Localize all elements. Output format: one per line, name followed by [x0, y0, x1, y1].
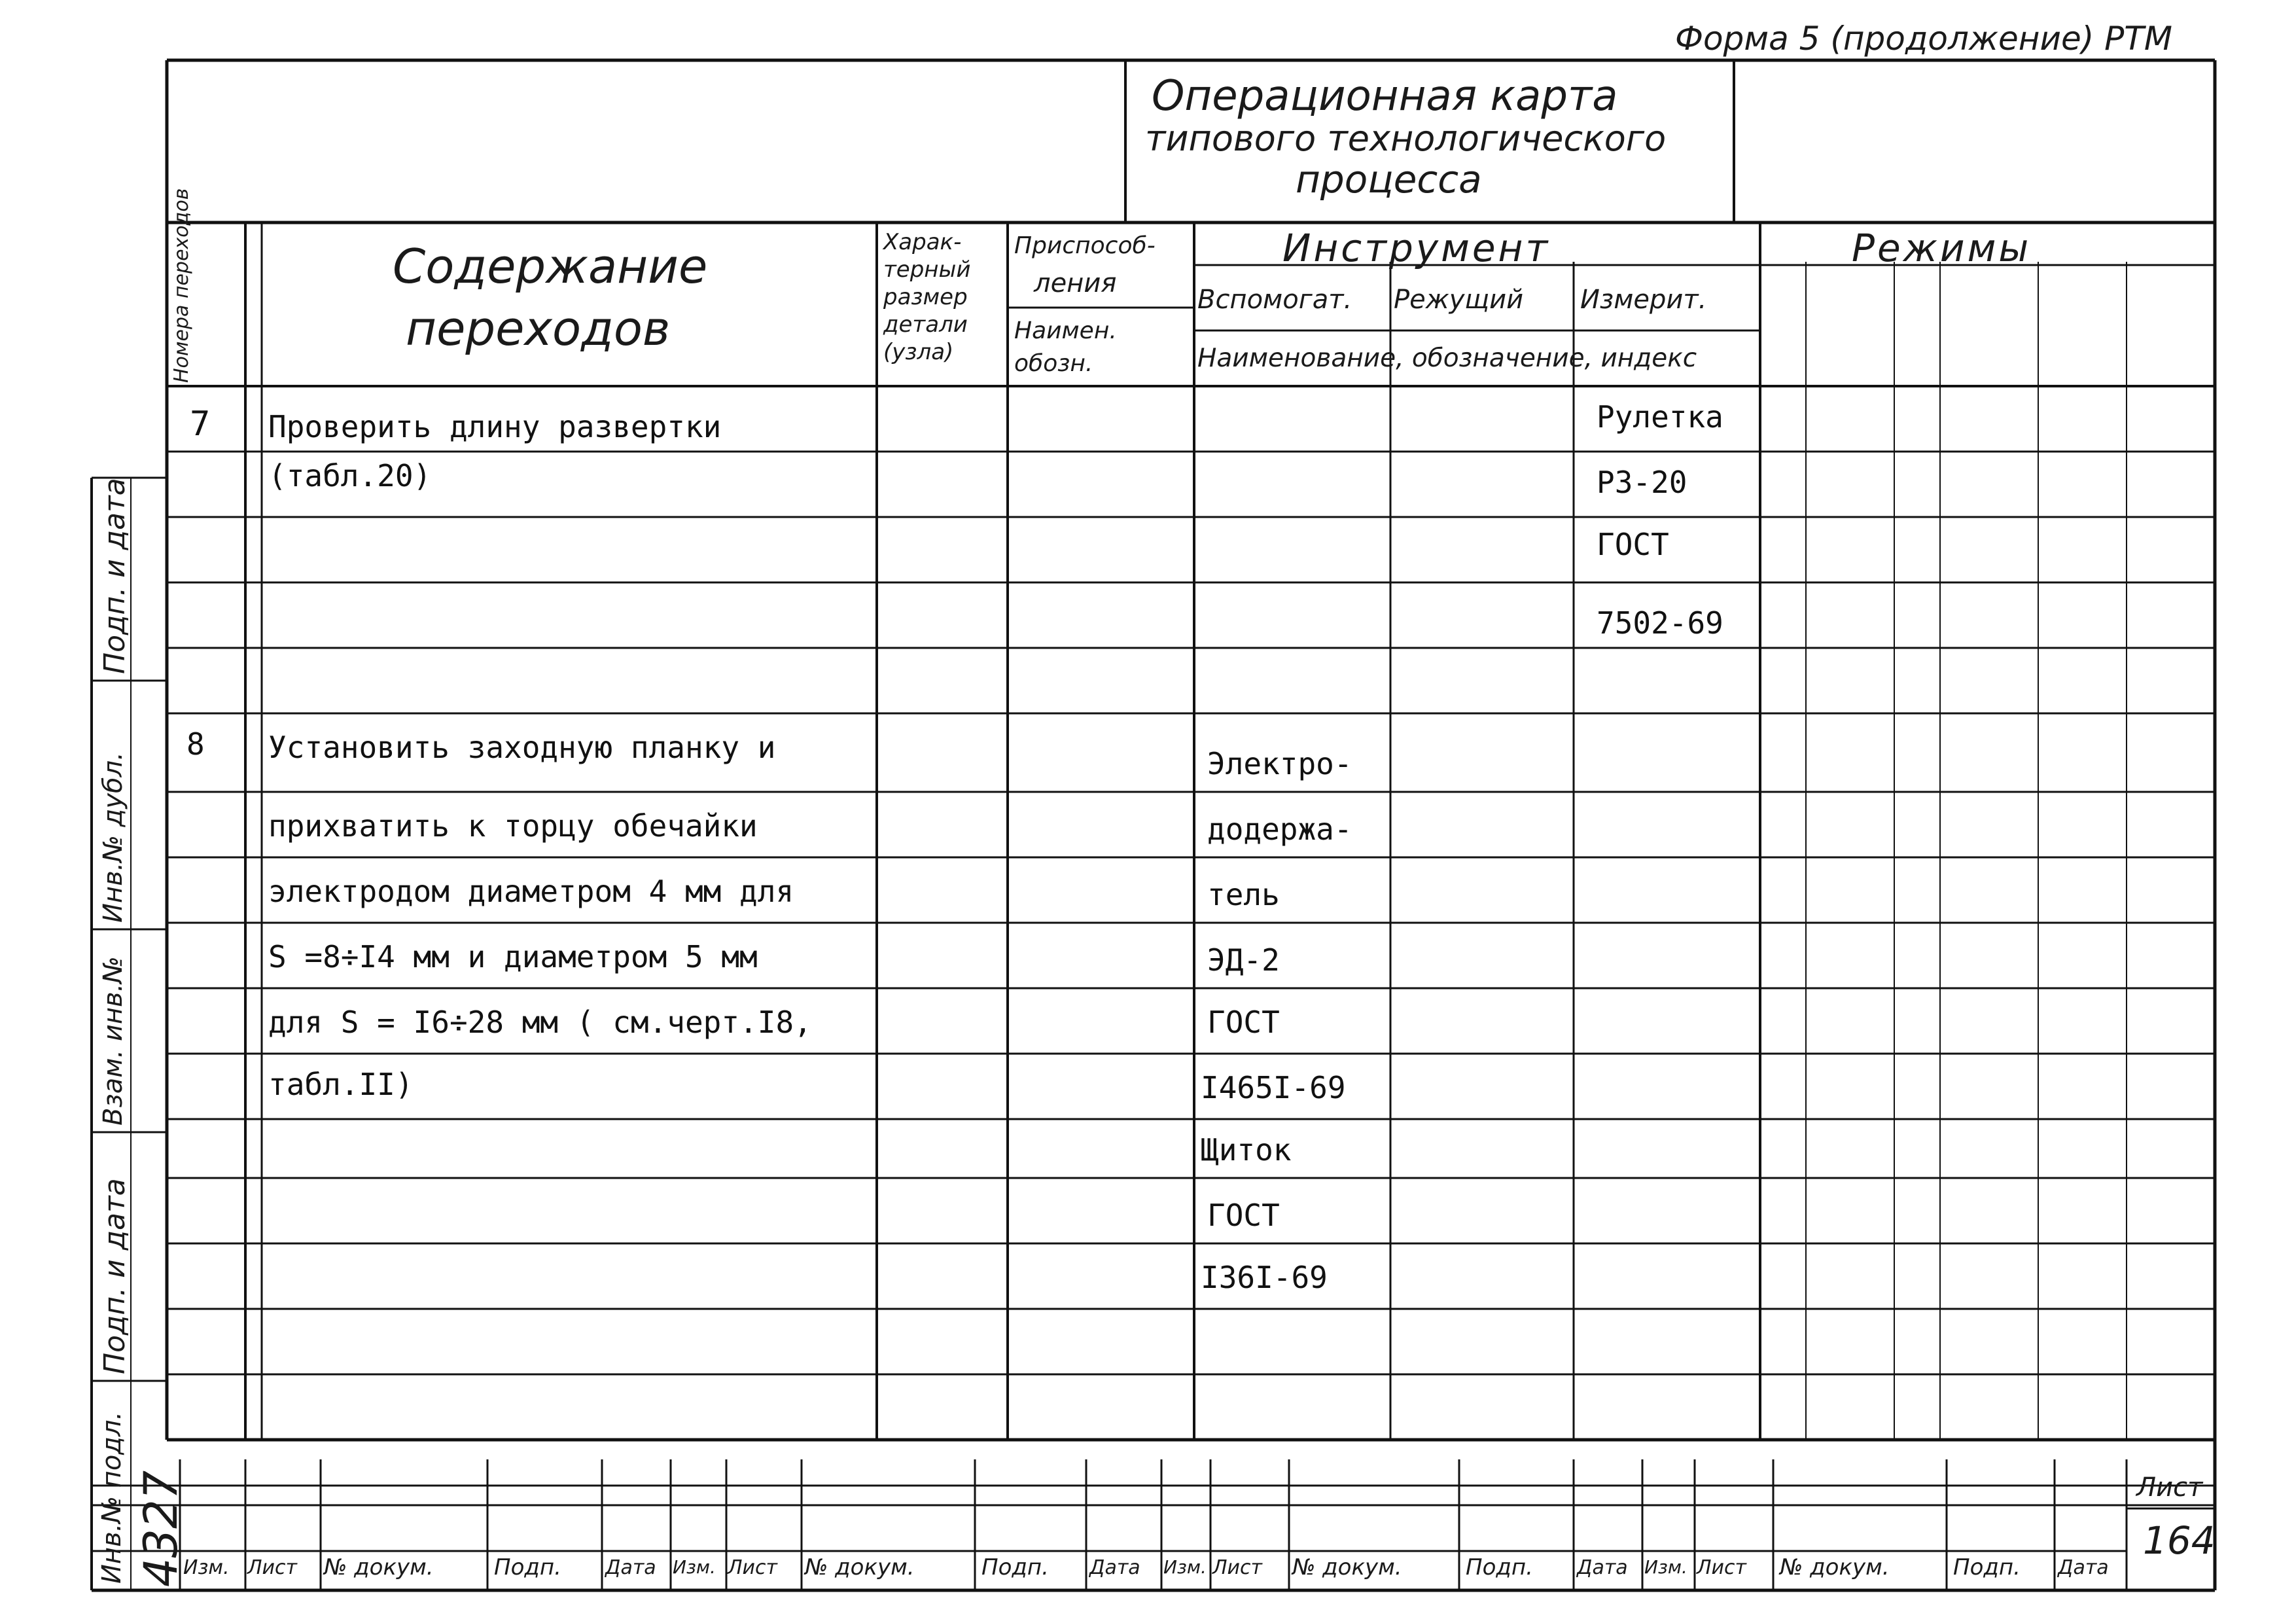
footer-izm-1: Изм.	[183, 1556, 230, 1579]
header-harakt-1: Харак-	[883, 229, 962, 255]
sheet-number: 164	[2143, 1518, 2216, 1563]
row-3-izm: ГОСТ	[1597, 527, 1669, 562]
margin-inv-podl: Инв.№ подл.	[97, 1411, 127, 1584]
header-rezhushchiy: Режущий	[1394, 285, 1524, 315]
row-8-vsp: тель	[1207, 877, 1280, 912]
footer-ndokum-1: № докум.	[324, 1554, 434, 1580]
footer-data-4: Дата	[2058, 1556, 2109, 1579]
header-prisp-1: Приспособ-	[1014, 232, 1156, 259]
margin-inv-dubl: Инв.№ дубл.	[98, 752, 128, 923]
footer-podp-1: Подп.	[494, 1554, 561, 1580]
row-7-vsp: додержа-	[1207, 812, 1352, 847]
header-instrument: Инструмент	[1282, 226, 1551, 270]
margin-vzam: Взам. инв.№	[98, 956, 128, 1126]
footer-ndokum-2: № докум.	[805, 1554, 915, 1580]
row-9-content: S =8÷I4 мм и диаметром 5 мм	[268, 939, 758, 974]
row-6-vsp: Электро-	[1207, 746, 1352, 781]
row-4-izm: 7502-69	[1597, 605, 1723, 641]
header-izmerit: Измерит.	[1580, 285, 1707, 315]
footer-list-3: Лист	[1212, 1556, 1263, 1579]
title-line-3: процесса	[1296, 157, 1482, 202]
row-1-content: Проверить длину развертки	[268, 409, 722, 444]
footer-izm-3: Изм.	[1163, 1556, 1207, 1578]
header-naimen-2: обозн.	[1014, 350, 1093, 377]
row-9-vsp: ЭД-2	[1207, 942, 1280, 978]
title-line-1: Операционная карта	[1152, 72, 1618, 120]
header-naimen-1: Наимен.	[1014, 317, 1117, 344]
footer-ndokum-4: № докум.	[1780, 1554, 1890, 1580]
row-11-content: табл.II)	[268, 1067, 414, 1102]
footer-list-2: Лист	[728, 1556, 778, 1579]
header-prisp-2: ления	[1034, 268, 1117, 298]
footer-list-4: Лист	[1697, 1556, 1747, 1579]
footer-podp-4: Подп.	[1953, 1554, 2021, 1580]
footer-data-1: Дата	[605, 1556, 656, 1579]
title-line-2: типового технологического	[1145, 118, 1667, 159]
header-harakt-4: детали	[883, 312, 968, 338]
margin-podp-data-2: Подп. и дата	[98, 478, 132, 674]
margin-podp-data-1: Подп. и дата	[98, 1178, 132, 1374]
row-7-content: прихватить к торцу обечайки	[268, 808, 758, 844]
footer-podp-3: Подп.	[1466, 1554, 1533, 1580]
row-2-izm: РЗ-20	[1597, 465, 1687, 500]
row-1-izm: Рулетка	[1597, 399, 1723, 435]
row-6-content: Установить заходную планку и	[268, 730, 776, 765]
footer-ndokum-3: № докум.	[1292, 1554, 1402, 1580]
footer-izm-2: Изм.	[673, 1556, 716, 1578]
header-nomera-perehodov: Номера переходов	[170, 188, 193, 383]
header-harakt-5: (узла)	[883, 339, 954, 365]
footer-list-1: Лист	[247, 1556, 298, 1579]
header-soderzhanie-1: Содержание	[393, 239, 708, 294]
header-rezhimy: Режимы	[1852, 226, 2032, 270]
footer-data-2: Дата	[1089, 1556, 1140, 1579]
header-naim-oboz: Наименование, обозначение, индекс	[1197, 344, 1697, 373]
footer-podp-2: Подп.	[981, 1554, 1049, 1580]
form-label: Форма 5 (продолжение) РТМ	[1675, 20, 2172, 58]
row-11-vsp: I465I-69	[1201, 1070, 1346, 1105]
header-vspomogat: Вспомогат.	[1197, 285, 1352, 315]
row-10-vsp: ГОСТ	[1207, 1005, 1280, 1040]
header-harakt-2: терный	[883, 257, 971, 283]
row-12-vsp: Щиток	[1201, 1132, 1292, 1168]
row-14-vsp: I36I-69	[1201, 1260, 1328, 1295]
row-6-num: 8	[186, 726, 205, 762]
row-10-content: для S = I6÷28 мм ( см.черт.I8,	[268, 1005, 812, 1040]
margin-handwritten-number: 4327	[134, 1470, 188, 1587]
row-2-content: (табл.20)	[268, 458, 432, 493]
footer-izm-4: Изм.	[1644, 1556, 1687, 1578]
row-8-content: электродом диаметром 4 мм для	[268, 874, 794, 909]
row-1-num: 7	[190, 404, 211, 444]
footer-data-3: Дата	[1577, 1556, 1628, 1579]
header-soderzhanie-2: переходов	[406, 301, 671, 356]
header-harakt-3: размер	[883, 284, 968, 310]
footer-list-label: Лист	[2136, 1472, 2203, 1503]
row-13-vsp: ГОСТ	[1207, 1198, 1280, 1233]
